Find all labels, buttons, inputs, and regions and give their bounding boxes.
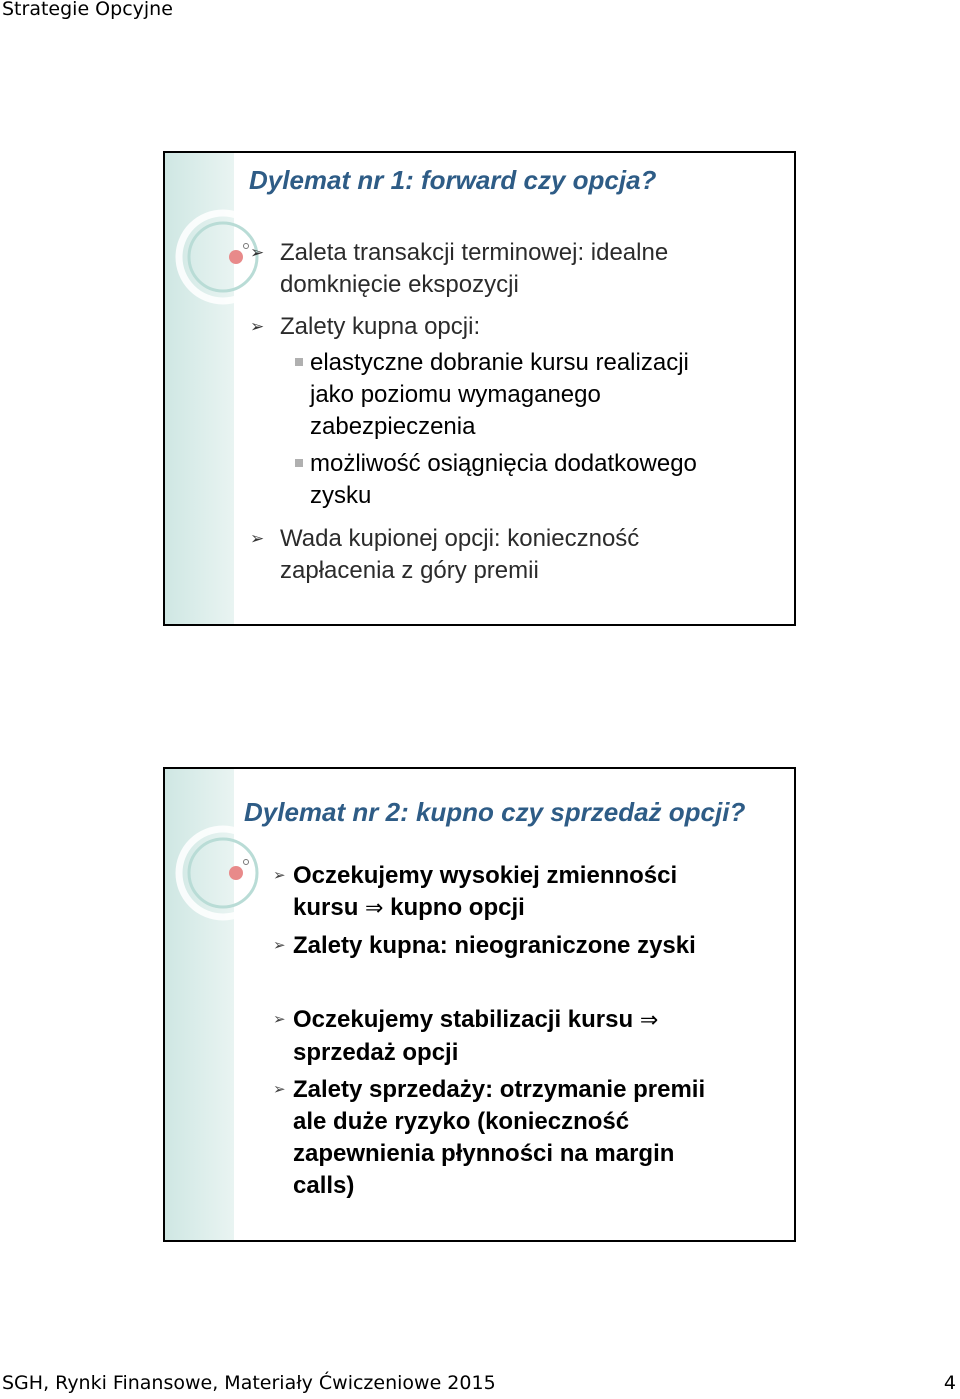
arrow-bullet-icon: ➢ xyxy=(273,1011,286,1028)
bullet-item: ➢ Zaleta transakcji terminowej: idealne domknięcie ekspozycji xyxy=(250,239,669,298)
bullet-item: ➢ Oczekujemy wysokiej zmienności kursu ⇒ kupno opcji xyxy=(273,862,678,921)
square-bullet-icon xyxy=(295,459,303,467)
slide-title: Dylemat nr 1: forward czy opcja? xyxy=(249,165,657,195)
slide-1 xyxy=(163,151,796,626)
arrow-bullet-icon: ➢ xyxy=(273,1081,286,1098)
slide-title: Dylemat nr 2: kupno czy sprzedaż opcji? xyxy=(244,797,746,827)
implies-arrow-icon: ⇒ xyxy=(639,1008,659,1033)
slide-2 xyxy=(163,767,796,1242)
bullet-item: ➢ Oczekujemy stabilizacji kursu ⇒ sprzedaż opcji xyxy=(273,1006,659,1066)
page-header: Strategie Opcyjne xyxy=(2,0,173,20)
arrow-bullet-icon: ➢ xyxy=(250,243,265,262)
arrow-bullet-icon: ➢ xyxy=(273,867,286,884)
sub-bullet-item: elastyczne dobranie kursu realizacji jako poziomu wymaganego zabezpieczenia xyxy=(310,347,780,443)
square-bullet-icon xyxy=(295,358,303,366)
bullet-item: ➢ Wada kupionej opcji: konieczność zapłacenia z góry premii xyxy=(250,525,640,584)
arrow-bullet-icon: ➢ xyxy=(250,317,265,336)
sub-bullet-item: możliwość osiągnięcia dodatkowego zysku xyxy=(310,448,780,512)
bullet-item: ➢ Zalety kupna opcji: xyxy=(280,311,780,343)
implies-arrow-icon: ⇒ xyxy=(365,896,384,921)
page-number: 4 xyxy=(943,1372,956,1394)
bullet-item: ➢ Zalety sprzedaży: otrzymanie premii ale duże ryzyko (konieczność zapewnienia płynności na margin calls) xyxy=(273,1076,706,1199)
page-footer: SGH, Rynki Finansowe, Materiały Ćwiczeniowe 2015 xyxy=(2,1372,496,1394)
arrow-bullet-icon: ➢ xyxy=(273,937,286,954)
circle-decoration-icon xyxy=(165,769,285,929)
arrow-bullet-icon: ➢ xyxy=(250,529,265,548)
bullet-item: ➢ Zalety kupna: nieograniczone zyski xyxy=(293,930,783,962)
